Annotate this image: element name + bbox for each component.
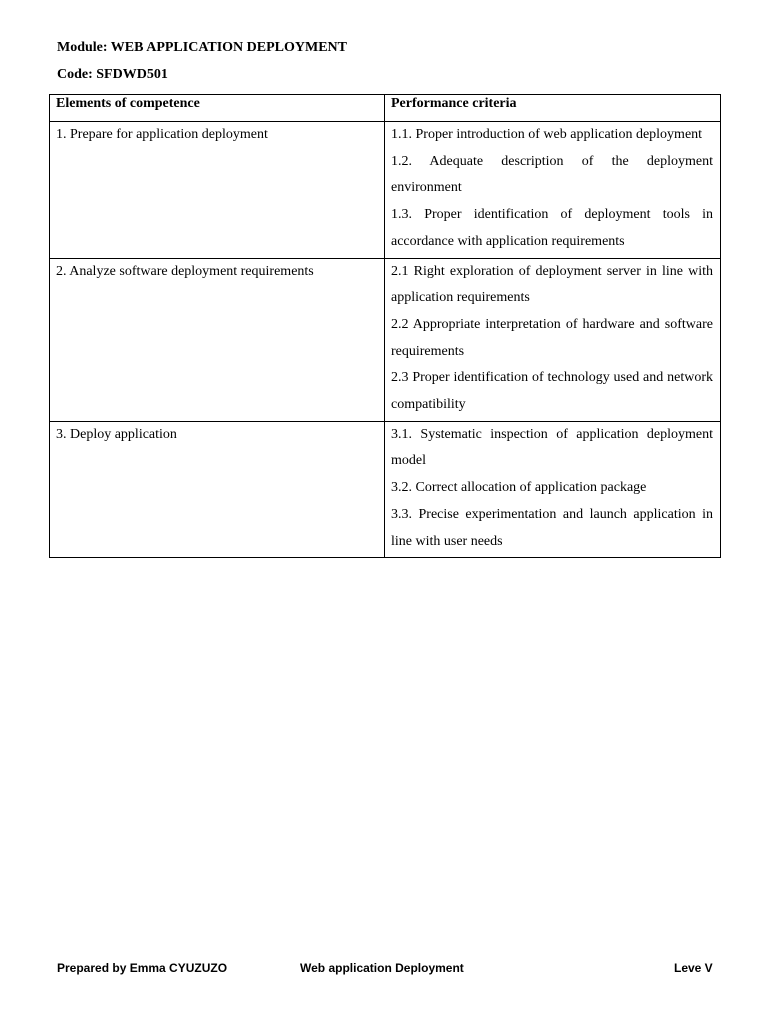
criteria-cell <box>385 421 721 558</box>
header-elements-of-competence: Elements of competence <box>50 95 385 122</box>
criteria-item: 1.3. Proper identification of deployment tools in accordance with application requirements <box>391 207 713 249</box>
header-performance-criteria: Performance criteria <box>385 95 721 122</box>
criteria-item: 2.1 Right exploration of deployment server in line with application requirements <box>391 263 713 306</box>
criteria-item: 3.2. Correct allocation of application package <box>391 480 647 496</box>
competence-table <box>49 94 721 558</box>
criteria-item: 2.2 Appropriate interpretation of hardware and software requirements <box>391 316 713 359</box>
footer-prepared-by: Prepared by Emma CYUZUZO <box>57 961 228 975</box>
criteria-item: 3.3. Precise experimentation and launch application in line with user needs <box>391 506 713 549</box>
table-row <box>50 421 721 558</box>
module-code: Code: SFDWD501 <box>57 67 168 82</box>
table-row <box>50 122 721 259</box>
criteria-item: 1.1. Proper introduction of web application deployment <box>391 127 703 142</box>
footer-level: Leve V <box>674 961 713 975</box>
criteria-cell <box>385 258 721 421</box>
criteria-cell <box>385 122 721 259</box>
criteria-item: 2.3 Proper identification of technology used and network compatibility <box>391 370 713 413</box>
criteria-item: 1.2. Adequate description of the deployment environment <box>391 153 713 196</box>
element-cell: 1. Prepare for application deployment <box>50 122 385 259</box>
criteria-item: 3.1. Systematic inspection of application deployment model <box>391 426 713 469</box>
element-cell: 3. Deploy application <box>50 421 385 558</box>
table-row <box>50 258 721 421</box>
table-header-row <box>50 95 721 122</box>
competence-table-container <box>49 94 720 558</box>
element-cell: 2. Analyze software deployment requirements <box>50 258 385 421</box>
module-title: Module: WEB APPLICATION DEPLOYMENT <box>57 40 348 55</box>
footer-document-title: Web application Deployment <box>300 961 464 975</box>
